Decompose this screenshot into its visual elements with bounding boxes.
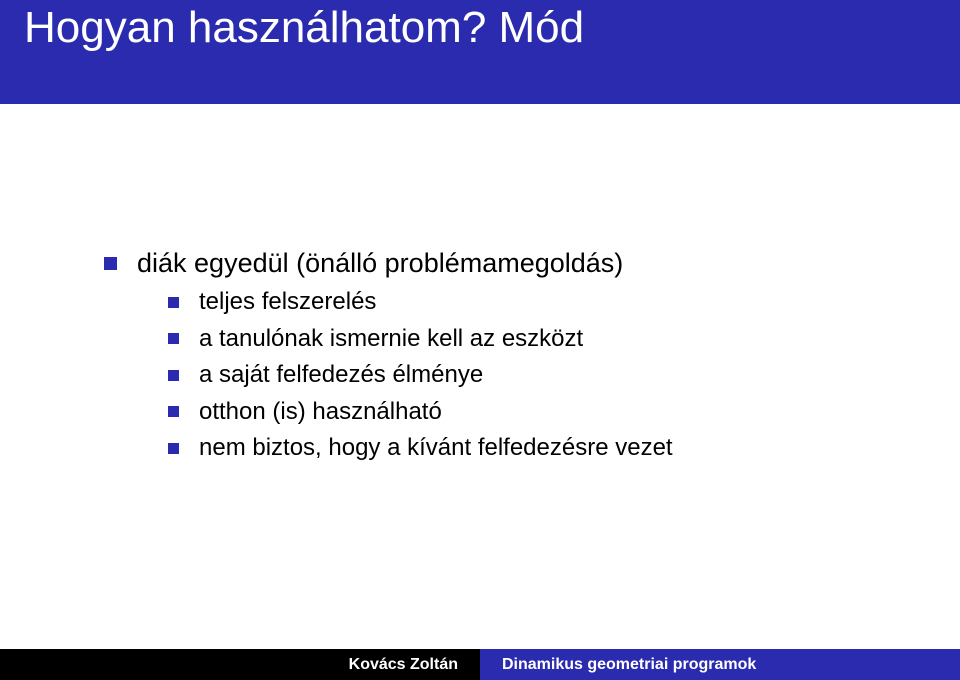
slide-footer <box>0 649 960 680</box>
sub-bullet-text: otthon (is) használható <box>199 397 442 425</box>
square-bullet-icon <box>104 257 117 270</box>
main-bullet-item <box>104 246 623 280</box>
square-bullet-icon <box>168 406 179 417</box>
sub-bullet-item <box>168 430 673 467</box>
sub-bullet-text: nem biztos, hogy a kívánt felfedezésre vezet <box>199 434 673 462</box>
square-bullet-icon <box>168 297 179 308</box>
square-bullet-icon <box>168 370 179 381</box>
sub-bullet-item <box>168 394 673 431</box>
main-bullet-text: diák egyedül (önálló problémamegoldás) <box>137 247 624 278</box>
footer-course: Dinamikus geometriai programok <box>480 649 960 680</box>
square-bullet-icon <box>168 443 179 454</box>
sub-bullet-item <box>168 357 673 394</box>
sub-bullet-text: a tanulónak ismernie kell az eszközt <box>199 324 584 352</box>
sub-bullet-item <box>168 321 673 358</box>
slide-title: Hogyan használhatom? Mód <box>24 3 585 52</box>
sub-bullet-item <box>168 284 673 321</box>
square-bullet-icon <box>168 333 179 344</box>
sub-bullet-text: teljes felszerelés <box>199 288 377 316</box>
sub-bullet-text: a saját felfedezés élménye <box>199 361 484 389</box>
sub-bullet-list <box>168 284 673 467</box>
footer-author: Kovács Zoltán <box>0 649 480 680</box>
